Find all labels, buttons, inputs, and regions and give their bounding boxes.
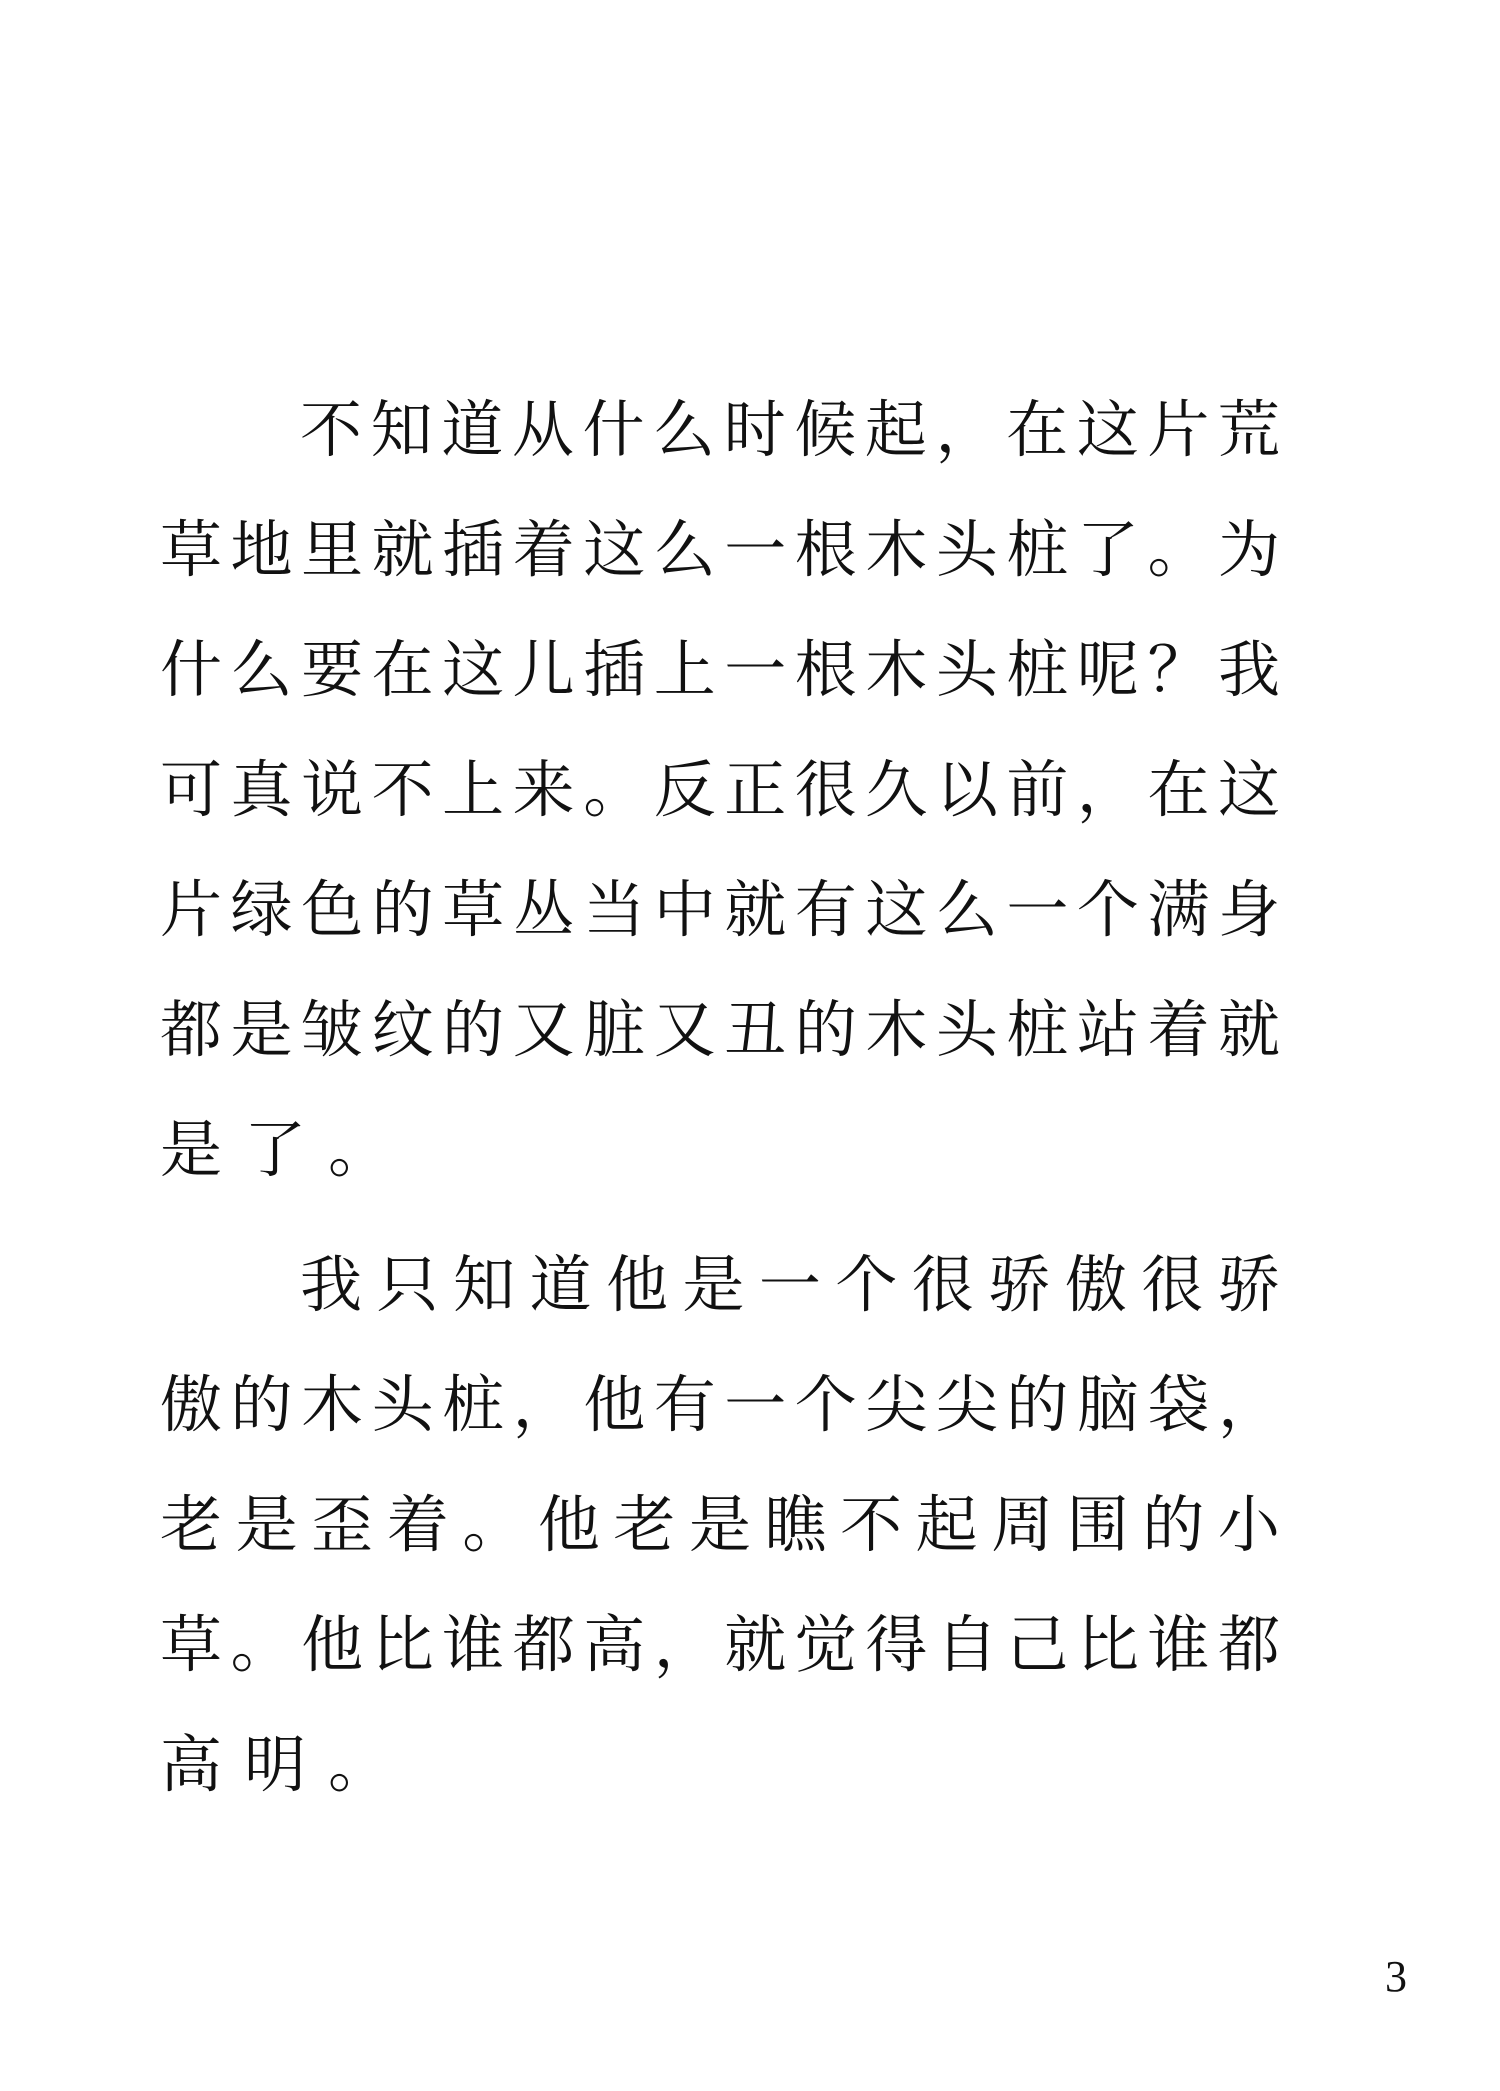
text-line: 草 地 里 就 插 着 这 么 一 根 木 头 桩 了 。 为 [160,513,1280,586]
text-line: 不 知 道 从 什 么 时 候 起 ， 在 这 片 荒 [300,393,1280,466]
text-line: 什 么 要 在 这 儿 插 上 一 根 木 头 桩 呢 ？ 我 [160,633,1280,706]
text-line: 可 真 说 不 上 来 。 反 正 很 久 以 前 ， 在 这 [160,753,1280,826]
text-line: 傲 的 木 头 桩 ， 他 有 一 个 尖 尖 的 脑 袋 ， [160,1368,1280,1441]
text-line: 我 只 知 道 他 是 一 个 很 骄 傲 很 骄 [300,1248,1280,1321]
text-line: 老 是 歪 着 。 他 老 是 瞧 不 起 周 围 的 小 [160,1488,1280,1561]
text-line: 草 。 他 比 谁 都 高 ， 就 觉 得 自 己 比 谁 都 [160,1608,1280,1681]
text-line: 都 是 皱 纹 的 又 脏 又 丑 的 木 头 桩 站 着 就 [160,993,1280,1066]
page-number: 3 [1385,1952,1407,2001]
text-line: 是 了 。 [160,1113,391,1186]
text-line: 片 绿 色 的 草 丛 当 中 就 有 这 么 一 个 满 身 [160,873,1280,946]
text-line: 高 明 。 [160,1728,391,1801]
